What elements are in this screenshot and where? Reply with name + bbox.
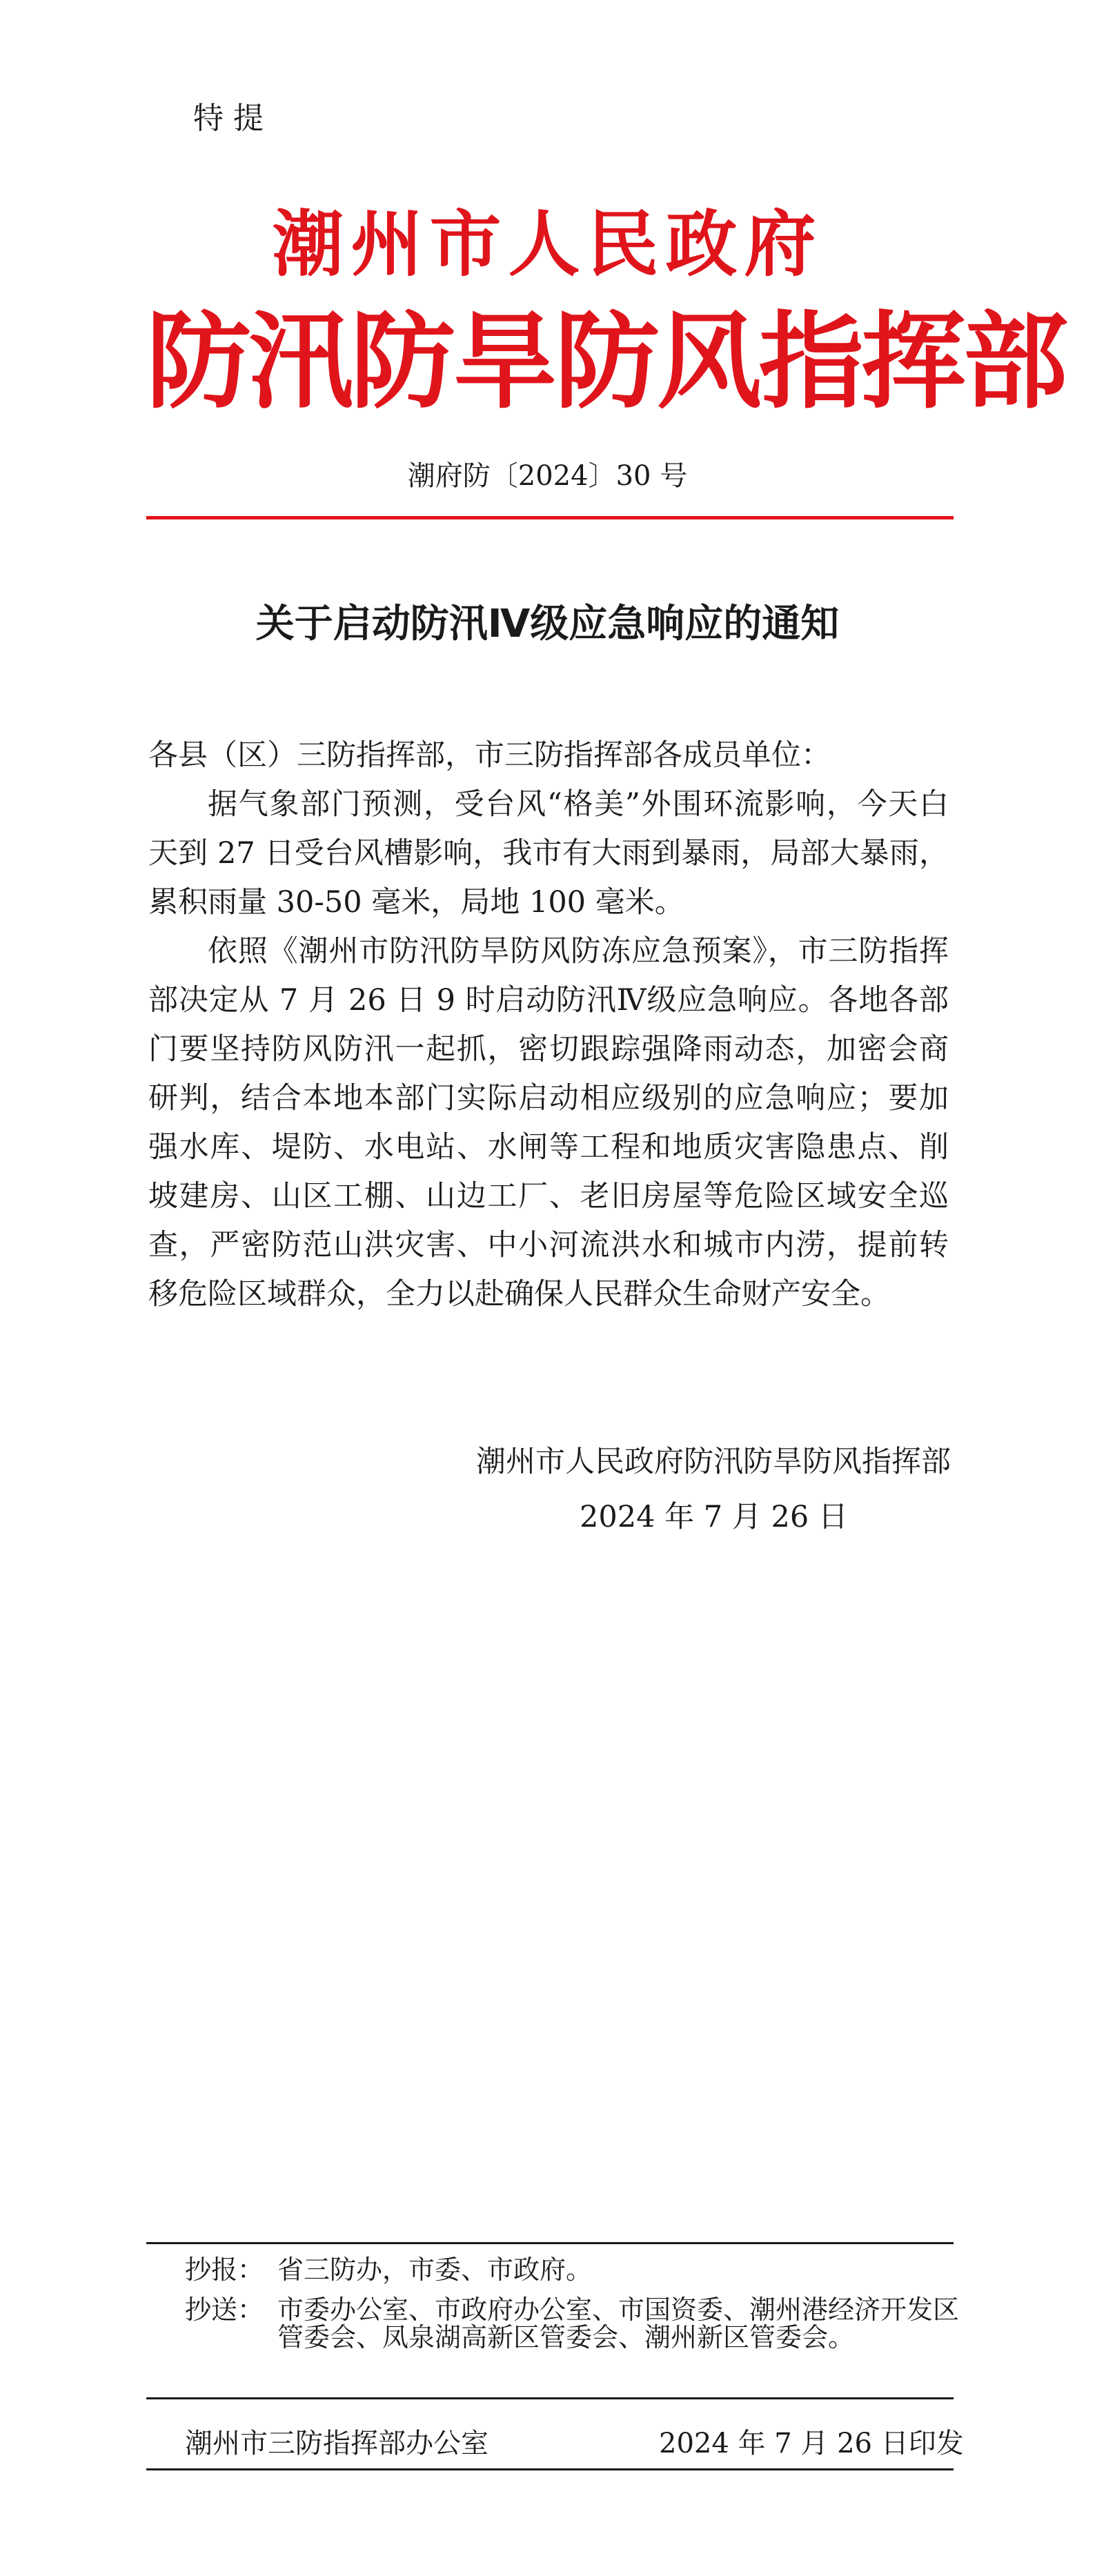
divider-line-top: [146, 2242, 954, 2244]
print-date: 2024 年 7 月 26 日印发: [659, 2428, 964, 2459]
signature-organization: 潮州市人民政府防汛防旱防风指挥部: [476, 1445, 951, 1479]
signature-date: 2024 年 7 月 26 日: [580, 1500, 848, 1534]
report-value: 省三防办，市委、市政府。: [277, 2255, 593, 2285]
issuer-title-line1: 潮州市人民政府: [272, 201, 823, 286]
body-paragraph-1: 据气象部门预测，受台风“格美”外围环流影响，今天白天到 27 日受台风槽影响，我市有大雨到暴雨，局部大暴雨，累积雨量 30-50 毫米，局地 100 毫米。: [148, 787, 949, 920]
body-paragraph-2: 依照《潮州市防汛防旱防风防冻应急预案》，市三防指挥部决定从 7 月 26 日 9 时启动防汛Ⅳ级应急响应。各地各部门要坚持防风防汛一起抓，密切跟踪强降雨动态，加密会商研判，结合本地本部门实际启动相应级别的应急响应；要加强水库、堤防、水电站、水闸等工程和地质灾害隐患点、削坡建房、山区工棚、山边工厂、老旧房屋等危险区域安全巡查，严密防范山洪灾害、中小河流洪水和城市内涝，提前转移危险区域群众，全力以赴确保人民群众生命财产安全。: [148, 934, 949, 1311]
send-row: [185, 2296, 961, 2351]
issuing-office: 潮州市三防指挥部办公室: [185, 2428, 489, 2459]
urgency-mark: 特提: [193, 101, 273, 136]
copy-distribution: [185, 2256, 961, 2364]
report-row: [185, 2256, 961, 2283]
divider-line-middle: [146, 2397, 954, 2399]
report-label: 抄报：: [185, 2255, 264, 2285]
notice-title: 关于启动防汛Ⅳ级应急响应的通知: [255, 602, 840, 646]
red-separator-line: [146, 516, 954, 519]
salutation: 各县（区）三防指挥部，市三防指挥部各成员单位：: [148, 738, 831, 773]
send-label: 抄送：: [185, 2295, 264, 2325]
notice-body: [148, 731, 949, 1319]
issuer-title-line2: 防汛防旱防风指挥部: [146, 301, 1065, 423]
send-value: 市委办公室、市政府办公室、市国资委、潮州港经济开发区管委会、凤泉湖高新区管委会、潮州新区管委会。: [277, 2295, 960, 2352]
document-number: 潮府防〔2024〕30 号: [407, 460, 688, 492]
divider-line-bottom: [146, 2468, 954, 2470]
